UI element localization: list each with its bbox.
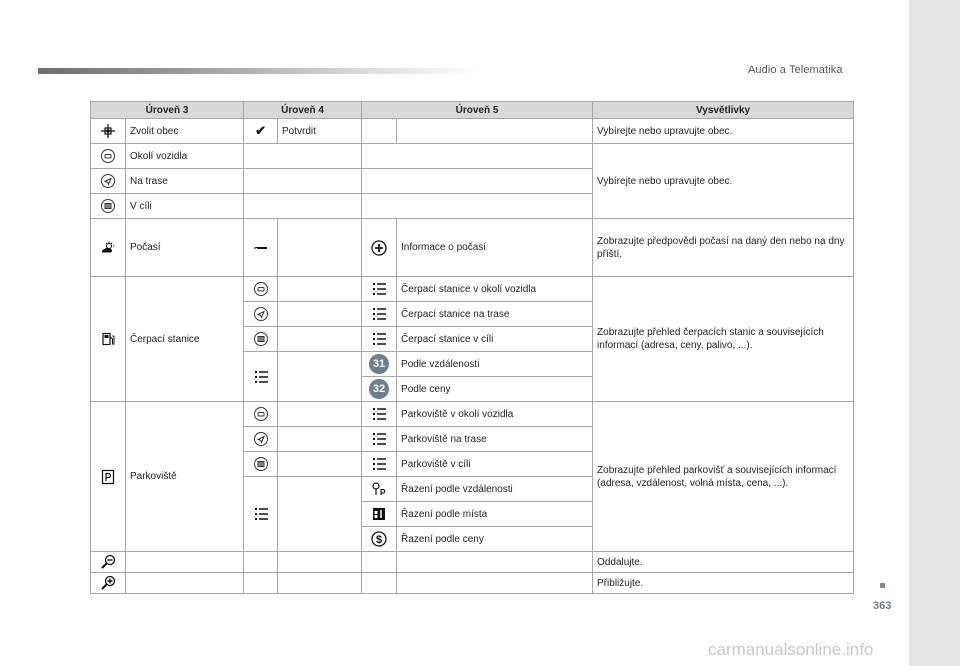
zoom-out-icon xyxy=(91,552,126,573)
level5-parking-dest[interactable]: Parkoviště v cíli xyxy=(397,452,593,477)
level5-fuel-dest[interactable]: Čerpací stanice v cíli xyxy=(397,327,593,352)
town-select-icon xyxy=(91,119,126,144)
explanation-weather: Zobrazujte předpovědi počasí na daný den nebo na dny příští. xyxy=(593,219,854,277)
explanation-fuel: Zobrazujte přehled čerpacích stanic a souvisejících informací (adresa, ceny, palivo, ...). xyxy=(593,277,854,402)
svg-text:$: $ xyxy=(375,534,383,546)
explanation-select-town: Vybírejte nebo upravujte obec. xyxy=(593,119,854,144)
level5-parking-route[interactable]: Parkoviště na trase xyxy=(397,427,593,452)
level3-at-destination[interactable]: V cíli xyxy=(126,194,244,219)
level3-fuel-stations[interactable]: Čerpací stanice xyxy=(126,277,244,402)
col-header-explanation: Vysvětlivky xyxy=(593,102,854,119)
list-icon xyxy=(362,277,397,302)
distance-badge-icon: 31 xyxy=(362,352,397,377)
level5-sort-place[interactable]: Řazení podle místa xyxy=(397,502,593,527)
header-gradient-bar xyxy=(38,68,478,74)
explanation-parking: Zobrazujte přehled parkovišť a souvisejících informací (adresa, vzdálenost, volná místa, cena, ...). xyxy=(593,402,854,552)
list-icon xyxy=(362,402,397,427)
level5-fuel-route[interactable]: Čerpací stanice na trase xyxy=(397,302,593,327)
list-icon xyxy=(362,327,397,352)
explanation-zoom-out: Oddalujte. xyxy=(593,552,854,573)
col-header-level5: Úroveň 5 xyxy=(362,102,593,119)
level3-near-vehicle[interactable]: Okolí vozidla xyxy=(126,144,244,169)
fuel-pump-icon xyxy=(91,277,126,402)
list-icon xyxy=(362,427,397,452)
list-icon xyxy=(362,302,397,327)
level3-parking[interactable]: Parkoviště xyxy=(126,402,244,552)
page-marker xyxy=(880,583,885,588)
level5-by-distance[interactable]: Podle vzdálenosti xyxy=(397,352,593,377)
table-row xyxy=(91,402,854,427)
list-icon xyxy=(362,452,397,477)
plus-circle-icon xyxy=(362,219,397,277)
level5-weather-info[interactable]: Informace o počasí xyxy=(397,219,593,277)
price-badge-icon: 32 xyxy=(362,377,397,402)
table-row xyxy=(91,573,854,594)
zoom-in-icon xyxy=(91,573,126,594)
explanation-zoom-in: Přibližujte. xyxy=(593,573,854,594)
check-icon: ✔ xyxy=(244,119,278,144)
level3-on-route[interactable]: Na trase xyxy=(126,169,244,194)
near-vehicle-icon xyxy=(91,144,126,169)
table-row xyxy=(91,552,854,573)
table-row xyxy=(91,119,854,144)
explanation-select-town-2: Vybírejte nebo upravujte obec. xyxy=(593,144,854,219)
on-route-icon xyxy=(91,169,126,194)
level5-sort-price[interactable]: Řazení podle ceny xyxy=(397,527,593,552)
near-vehicle-icon xyxy=(244,402,278,427)
level5-parking-near[interactable]: Parkoviště v okolí vozidla xyxy=(397,402,593,427)
table-header-row xyxy=(91,102,854,119)
destination-icon xyxy=(244,327,278,352)
page-number: 363 xyxy=(873,600,892,612)
destination-icon xyxy=(91,194,126,219)
weather-icon xyxy=(91,219,126,277)
col-header-level3: Úroveň 3 xyxy=(91,102,244,119)
key-icon xyxy=(244,219,278,277)
parking-icon xyxy=(91,402,126,552)
dollar-icon xyxy=(362,527,397,552)
col-header-level4: Úroveň 4 xyxy=(244,102,362,119)
watermark: carmanualsonline.info xyxy=(708,640,874,659)
near-vehicle-icon xyxy=(244,277,278,302)
level5-fuel-near[interactable]: Čerpací stanice v okolí vozidla xyxy=(397,277,593,302)
list-icon xyxy=(244,477,278,552)
table-row xyxy=(91,144,854,169)
level3-weather[interactable]: Počasí xyxy=(126,219,244,277)
section-title: Audio a Telematika xyxy=(748,64,843,76)
destination-icon xyxy=(244,452,278,477)
level4-confirm[interactable]: Potvrdit xyxy=(278,119,362,144)
level5-sort-distance[interactable]: Řazení podle vzdálenosti xyxy=(397,477,593,502)
parking-distance-icon xyxy=(362,477,397,502)
on-route-icon xyxy=(244,302,278,327)
navigation-menu-table xyxy=(90,101,854,594)
level3-select-town[interactable]: Zvolit obec xyxy=(126,119,244,144)
parking-place-icon xyxy=(362,502,397,527)
level5-by-price[interactable]: Podle ceny xyxy=(397,377,593,402)
list-icon xyxy=(244,352,278,402)
on-route-icon xyxy=(244,427,278,452)
table-row xyxy=(91,219,854,277)
table-row xyxy=(91,277,854,302)
page-sidebar xyxy=(909,0,960,666)
